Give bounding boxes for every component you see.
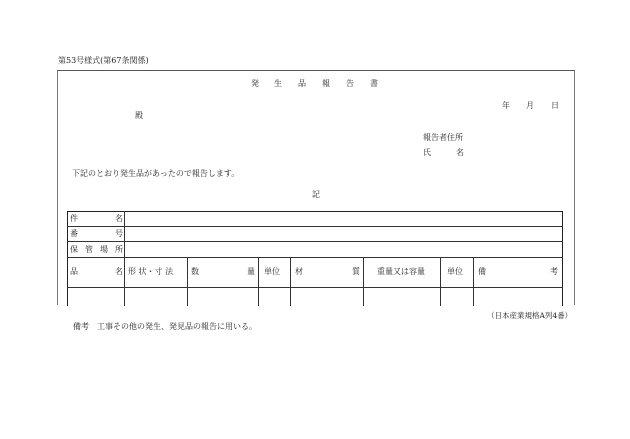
- ki-label: 記: [312, 190, 320, 199]
- remarks-text: 備考 工事その他の発生、発見品の報告に用いる。: [73, 322, 257, 331]
- table-rule: [363, 257, 364, 306]
- standard-note: （日本産業規格A列4番）: [487, 311, 573, 320]
- date-month: 月: [526, 101, 534, 110]
- addressee-suffix: 殿: [135, 111, 143, 120]
- col-header-tani2: 単位: [447, 267, 463, 276]
- table-rule: [67, 226, 563, 227]
- reporter-address-label: 報告者住所: [423, 133, 463, 142]
- col-header-hinmei: 品: [70, 267, 78, 276]
- table-rule: [473, 257, 474, 306]
- col-header-tani: 単位: [264, 267, 280, 276]
- row-label-hokan: 管: [85, 245, 93, 254]
- col-header-biko: 考: [550, 267, 558, 276]
- title-char: 発: [251, 79, 259, 88]
- col-header-suryo: 量: [247, 267, 255, 276]
- col-header-zaishitsu: 質: [352, 267, 360, 276]
- title-char: 品: [298, 79, 306, 88]
- title-char: 書: [370, 79, 378, 88]
- row-label-kenmei: 件: [70, 214, 78, 223]
- table-rule: [67, 241, 563, 242]
- table-rule: [290, 257, 291, 306]
- form-title: [251, 79, 381, 89]
- title-char: 報: [322, 79, 330, 88]
- table-rule: [440, 257, 441, 306]
- date-day: 日: [551, 101, 559, 110]
- table-rule: [187, 257, 188, 306]
- table-rule: [67, 287, 563, 288]
- col-header-keijo: 形 状・寸 法: [128, 267, 174, 276]
- col-header-suryo: 数: [191, 267, 199, 276]
- table-rule: [124, 211, 125, 306]
- row-label-hokan: 場: [100, 245, 108, 254]
- row-label-bango: 番: [70, 229, 78, 238]
- row-label-kenmei: 名: [115, 214, 123, 223]
- form-id: 第53号様式(第67条関係): [58, 56, 149, 65]
- col-header-biko: 備: [478, 267, 486, 276]
- table-rule: [258, 257, 259, 306]
- reporter-name-label: 名: [456, 148, 464, 157]
- date-year: 年: [502, 101, 510, 110]
- row-label-bango: 号: [115, 229, 123, 238]
- col-header-hinmei: 名: [115, 267, 123, 276]
- reporter-name-label: 氏: [423, 148, 431, 157]
- intro-text: 下記のとおり発生品があったので報告します。: [72, 169, 240, 178]
- col-header-juryo: 重量又は容量: [377, 267, 425, 276]
- table-rule: [67, 257, 563, 258]
- title-char: 生: [274, 79, 282, 88]
- row-label-hokan: 保: [70, 245, 78, 254]
- title-char: 告: [346, 79, 354, 88]
- col-header-zaishitsu: 材: [295, 267, 303, 276]
- row-label-hokan: 所: [115, 245, 123, 254]
